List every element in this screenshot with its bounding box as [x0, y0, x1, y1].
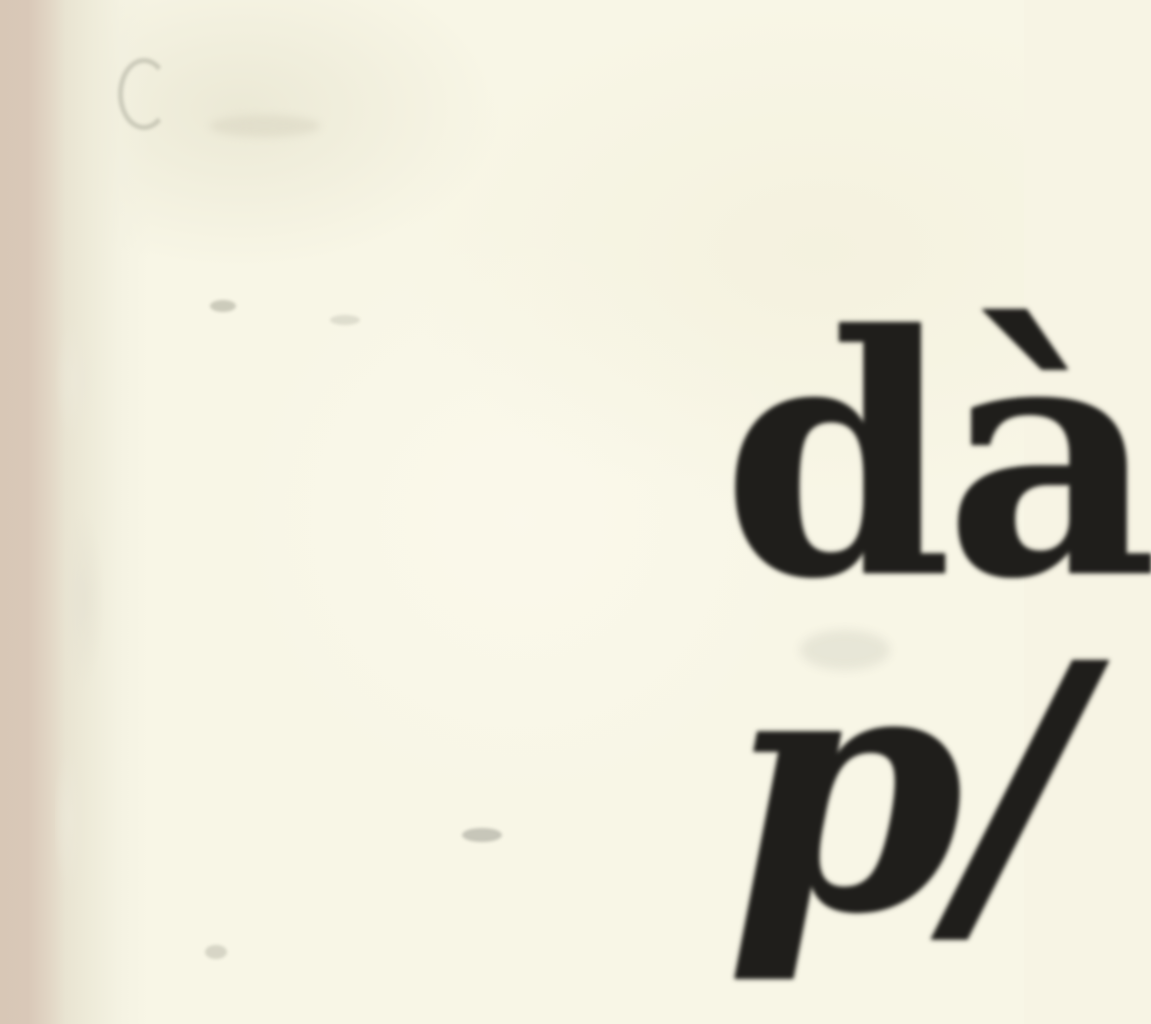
page-binding-edge — [0, 0, 150, 1024]
text-line-1: dà — [722, 263, 1151, 651]
paper-stain — [210, 115, 320, 137]
ink-speck — [210, 300, 236, 312]
ink-speck — [462, 828, 502, 842]
ink-speck — [205, 945, 227, 959]
ink-speck — [330, 315, 360, 325]
ink-speck — [118, 58, 170, 130]
text-line-2: p/ — [726, 590, 1076, 989]
